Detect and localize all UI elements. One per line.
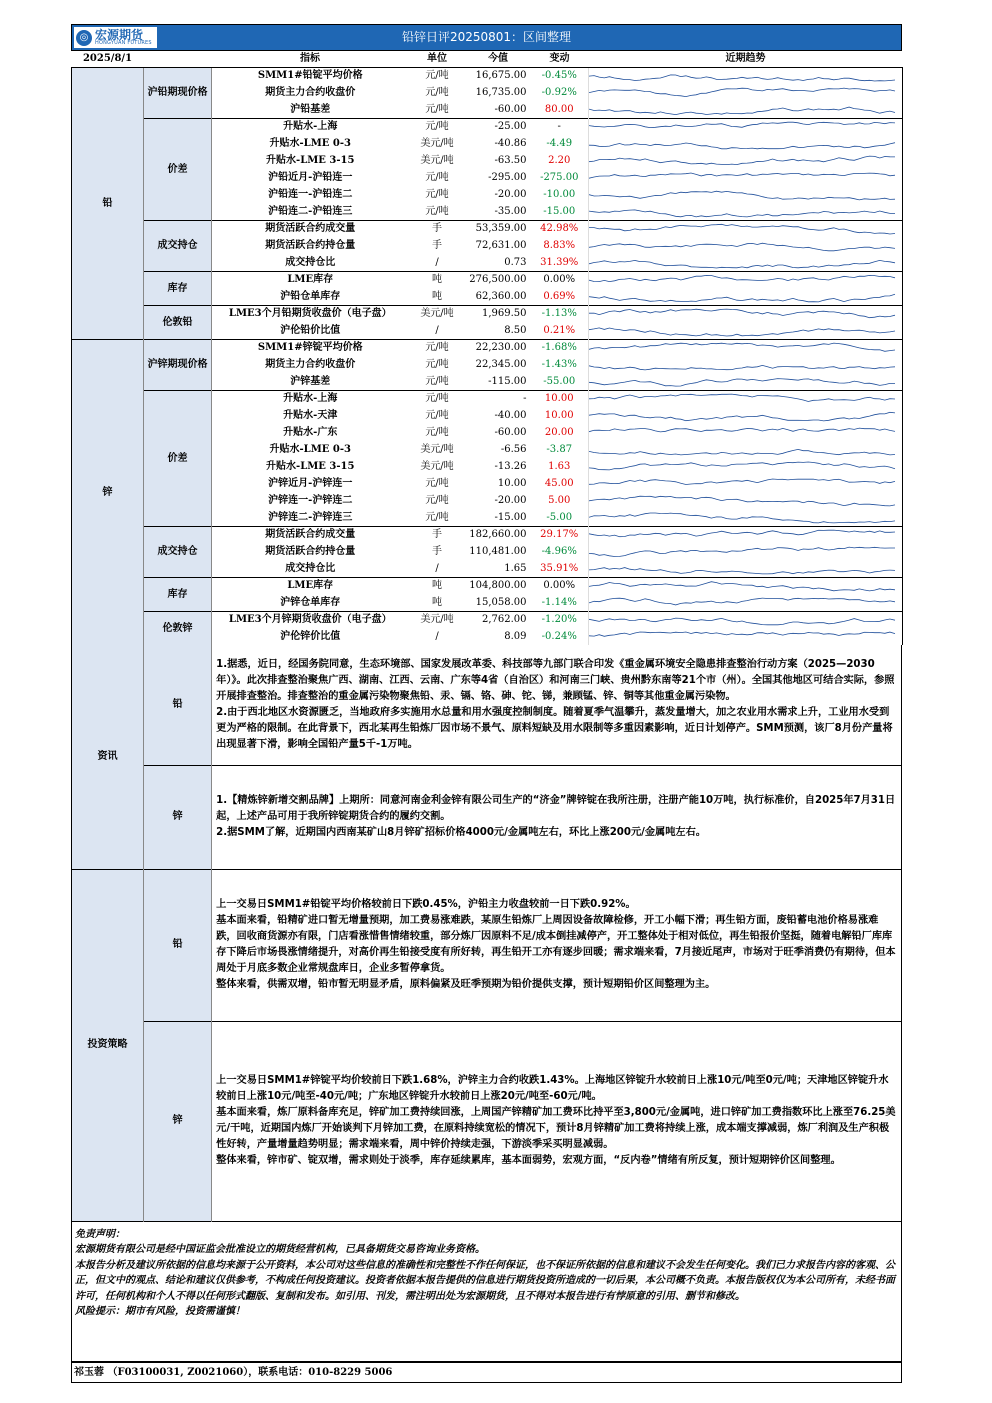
unit: 元/吨 (409, 187, 466, 204)
trend-sparkline (589, 391, 903, 408)
sparkline-line (589, 618, 895, 625)
today-value: -13.26 (466, 459, 531, 476)
sparkline-line (589, 107, 895, 115)
change-value: -4.96% (531, 544, 589, 561)
sparkline-line (589, 122, 895, 127)
unit: 元/吨 (409, 340, 466, 357)
indicator-name: LME3个月铅期货收盘价（电子盘） (212, 306, 409, 323)
sparkline-line (589, 496, 895, 506)
indicator-name: LME库存 (212, 272, 409, 289)
trend-sparkline (589, 595, 903, 612)
metric-row (72, 612, 903, 629)
trend-sparkline (589, 476, 903, 493)
change-value: 35.91% (531, 561, 589, 578)
unit: 元/吨 (409, 391, 466, 408)
indicator-name: 沪锌连一-沪锌连二 (212, 493, 409, 510)
sparkline-chart (589, 255, 901, 271)
unit: 元/吨 (409, 425, 466, 442)
trend-sparkline (589, 187, 903, 204)
sparkline-line (589, 173, 895, 178)
indicator-name: LME库存 (212, 578, 409, 595)
sparkline-chart (589, 425, 901, 441)
sparkline-chart (589, 68, 901, 84)
unit: 吨 (409, 289, 466, 306)
indicator-name: 沪铅近月-沪铅连一 (212, 170, 409, 187)
col-unit: 单位 (409, 51, 466, 68)
section-label: 铅 (72, 68, 144, 340)
trend-sparkline (589, 459, 903, 476)
sparkline-line (589, 275, 895, 281)
sparkline-line (589, 568, 895, 574)
logo-icon: ◎ (76, 30, 92, 46)
trend-sparkline (589, 527, 903, 544)
today-value: 15,058.00 (466, 595, 531, 612)
section-label: 锌 (72, 340, 144, 646)
sparkline-chart (589, 561, 901, 577)
change-value: 0.00% (531, 272, 589, 289)
trend-sparkline (589, 561, 903, 578)
unit: 美元/吨 (409, 306, 466, 323)
sparkline-line (589, 462, 895, 470)
change-value: 80.00 (531, 102, 589, 119)
sparkline-chart (589, 340, 901, 356)
sparkline-chart (589, 544, 901, 560)
sparkline-chart (589, 306, 901, 322)
indicator-name: LME3个月锌期货收盘价（电子盘） (212, 612, 409, 629)
metric-row (72, 272, 903, 289)
news-table (71, 645, 902, 1222)
trend-sparkline (589, 442, 903, 459)
risk-warning: 风险提示：期市有风险，投资需谨慎！ (75, 1306, 245, 1318)
logo-en: HONGYUAN FUTURES (95, 40, 152, 46)
metric-row (72, 340, 903, 357)
change-value: 5.00 (531, 493, 589, 510)
sparkline-line (589, 191, 895, 200)
sparkline-line (589, 294, 895, 302)
unit: / (409, 561, 466, 578)
sparkline-chart (589, 187, 901, 203)
sparkline-chart (589, 476, 901, 492)
trend-sparkline (589, 85, 903, 102)
sparkline-chart (589, 527, 901, 543)
sparkline-line (589, 394, 895, 401)
metric-row (72, 221, 903, 238)
sparkline-line (589, 598, 895, 605)
indicator-name: 沪伦锌价比值 (212, 629, 409, 646)
indicator-name: 升贴水-广东 (212, 425, 409, 442)
sparkline-chart (589, 578, 901, 594)
trend-sparkline (589, 493, 903, 510)
trend-sparkline (589, 340, 903, 357)
unit: / (409, 629, 466, 646)
news-zinc-label: 锌 (144, 765, 212, 869)
sparkline-line (589, 210, 895, 217)
change-value: -55.00 (531, 374, 589, 391)
trend-sparkline (589, 102, 903, 119)
trend-sparkline (589, 425, 903, 442)
unit: 美元/吨 (409, 459, 466, 476)
unit: 美元/吨 (409, 153, 466, 170)
trend-sparkline (589, 629, 903, 646)
unit: 元/吨 (409, 102, 466, 119)
change-value: -10.00 (531, 187, 589, 204)
sparkline-line (589, 224, 895, 234)
group-label: 伦敦锌 (144, 612, 212, 646)
today-value: 22,230.00 (466, 340, 531, 357)
unit: 美元/吨 (409, 442, 466, 459)
sparkline-line (589, 343, 895, 351)
indicator-name: 升贴水-LME 3-15 (212, 153, 409, 170)
change-value: -0.92% (531, 85, 589, 102)
sparkline-chart (589, 204, 901, 220)
unit: 美元/吨 (409, 136, 466, 153)
sparkline-line (589, 547, 895, 556)
logo-cn: 宏源期货 (95, 28, 144, 42)
unit: 元/吨 (409, 408, 466, 425)
today-value: 0.73 (466, 255, 531, 272)
unit: 元/吨 (409, 510, 466, 527)
sparkline-chart (589, 289, 901, 305)
news-lead-label: 铅 (144, 645, 212, 765)
indicator-name: 期货主力合约收盘价 (212, 357, 409, 374)
indicator-name: 期货活跃合约持仓量 (212, 238, 409, 255)
sparkline-line (589, 379, 895, 387)
indicator-name: 沪铅连一-沪铅连二 (212, 187, 409, 204)
group-label: 成交持仓 (144, 527, 212, 578)
unit: 吨 (409, 595, 466, 612)
strategy-zinc-text: 上一交易日SMM1#锌锭平均价较前日下跌1.68%，沪锌主力合约收跌1.43%。上海地区锌锭升水较前日上涨10元/吨至0元/吨；天津地区锌锭升水较前日上涨10元/吨至-40元/吨；广东地区锌锭升水较前日上涨20元/吨至-60元/吨。 基本面来看，炼厂原料备库充足，锌矿加工费持续回涨，上周国产锌精矿加工费环比持平至3,800元/金属吨，进口锌矿加工费指数环比上涨至76.25美元/干吨，近期国内炼厂开始谈判下月锌加工费，在原料持续宽松的情况下，预计8月锌精矿加工费将持续上涨，成本端支撑减弱，炼厂利润及生产积极性好转，产量增量趋势明显；需求端来看，周中锌价持续走强，下游淡季采买明显减弱。 整体来看，锌市矿、锭双增，需求则处于淡季，库存延续累库，基本面弱势，宏观方面，“反内卷”情绪有所反复，预计短期锌价区间整理。 (212, 1021, 902, 1221)
trend-sparkline (589, 357, 903, 374)
trend-sparkline (589, 612, 903, 629)
sparkline-line (589, 632, 895, 636)
sparkline-line (589, 582, 895, 591)
today-value: - (466, 391, 531, 408)
news-lead-text: 1.据悉，近日，经国务院同意，生态环境部、国家发展改革委、科技部等九部门联合印发《重金属环境安全隐患排查整治行动方案（2025—2030年）》。此次排查整治聚焦广西、湖南、江西、云南、广东等4省（自治区）和河南三门峡、贵州黔东南等21个市（州）。全国其他地区可结合实际，参照开展排查整治。排查整治的重金属污染物聚焦铅、汞、镉、铬、砷、铊、锑，兼顾锰、锌、铜等其他重金属污染物。 2.由于西北地区水资源匮乏，当地政府多实施用水总量和用水强度控制制度。随着夏季气温攀升，蒸发量增大，加之农业用水需求上升，工业用水受到更为严格的限制。在此背景下，西北某再生铅炼厂因市场不景气、原料短缺及用水限制等多重因素影响，近日计划停产。SMM预测，该厂8月份产量将出现显著下滑，影响全国铅产量5千-1万吨。 (216, 658, 895, 750)
indicator-name: 成交持仓比 (212, 561, 409, 578)
today-value: 104,800.00 (466, 578, 531, 595)
today-value: 72,631.00 (466, 238, 531, 255)
change-value: 0.00% (531, 578, 589, 595)
unit: 元/吨 (409, 476, 466, 493)
column-header-row (72, 51, 903, 68)
change-value: -5.00 (531, 510, 589, 527)
report-title: 铅锌日评20250801：区间整理 (401, 30, 572, 44)
sparkline-line (589, 365, 895, 370)
strategy-zinc-label: 锌 (144, 1021, 212, 1221)
unit: 吨 (409, 578, 466, 595)
col-change: 变动 (531, 51, 589, 68)
today-value: 22,345.00 (466, 357, 531, 374)
today-value: -63.50 (466, 153, 531, 170)
unit: 元/吨 (409, 374, 466, 391)
today-value: -60.00 (466, 425, 531, 442)
today-value: -15.00 (466, 510, 531, 527)
indicator-name: SMM1#铅锭平均价格 (212, 68, 409, 85)
sparkline-line (589, 428, 895, 432)
metric-row (72, 119, 903, 136)
change-value: 10.00 (531, 391, 589, 408)
unit: / (409, 323, 466, 340)
today-value: 2,762.00 (466, 612, 531, 629)
trend-sparkline (589, 374, 903, 391)
unit: 吨 (409, 272, 466, 289)
data-table (71, 51, 903, 645)
trend-sparkline (589, 289, 903, 306)
unit: 手 (409, 238, 466, 255)
col-today: 今值 (466, 51, 531, 68)
sparkline-chart (589, 629, 901, 645)
report-header (71, 24, 902, 51)
sparkline-chart (589, 408, 901, 424)
indicator-name: SMM1#锌锭平均价格 (212, 340, 409, 357)
sparkline-line (589, 243, 895, 251)
change-value: 45.00 (531, 476, 589, 493)
sparkline-chart (589, 391, 901, 407)
unit: 元/吨 (409, 85, 466, 102)
sparkline-chart (589, 153, 901, 169)
group-label: 成交持仓 (144, 221, 212, 272)
disclaimer-title: 免责声明： (75, 1228, 125, 1240)
sparkline-line (589, 156, 895, 165)
group-label: 沪锌期现价格 (144, 340, 212, 391)
col-trend: 近期趋势 (589, 51, 903, 68)
trend-sparkline (589, 272, 903, 289)
change-value: -1.68% (531, 340, 589, 357)
sparkline-chart (589, 136, 901, 152)
sparkline-chart (589, 272, 901, 288)
sparkline-chart (589, 442, 901, 458)
change-value: 29.17% (531, 527, 589, 544)
report-date: 2025/8/1 (72, 51, 144, 68)
sparkline-chart (589, 595, 901, 611)
group-label: 沪铅期现价格 (144, 68, 212, 119)
metric-row (72, 306, 903, 323)
unit: 元/吨 (409, 170, 466, 187)
trend-sparkline (589, 255, 903, 272)
indicator-name: 升贴水-LME 0-3 (212, 442, 409, 459)
disclaimer (71, 1222, 902, 1362)
sparkline-chart (589, 170, 901, 186)
today-value: -25.00 (466, 119, 531, 136)
indicator-name: 期货主力合约收盘价 (212, 85, 409, 102)
indicator-name: 升贴水-上海 (212, 391, 409, 408)
today-value: -20.00 (466, 187, 531, 204)
sparkline-chart (589, 238, 901, 254)
today-value: 62,360.00 (466, 289, 531, 306)
today-value: 276,500.00 (466, 272, 531, 289)
trend-sparkline (589, 136, 903, 153)
today-value: 1,969.50 (466, 306, 531, 323)
col-indicator: 指标 (212, 51, 409, 68)
change-value: -275.00 (531, 170, 589, 187)
trend-sparkline (589, 578, 903, 595)
unit: 元/吨 (409, 357, 466, 374)
sparkline-chart (589, 357, 901, 373)
today-value: 16,675.00 (466, 68, 531, 85)
trend-sparkline (589, 238, 903, 255)
change-value: 0.69% (531, 289, 589, 306)
change-value: 20.00 (531, 425, 589, 442)
sparkline-line (589, 328, 895, 336)
news-zinc-text: 1.【精炼锌新增交割品牌】上期所：同意河南金利金锌有限公司生产的“济金”牌锌锭在我所注册，注册产能10万吨，执行标准价，自2025年7月31日起，上述产品可用于我所锌锭期货合约的履约交割。 2.据SMM了解，近期国内西南某矿山8月锌矿招标价格4000元/金属吨左右，环比上涨200元/金属吨左右。 (212, 765, 902, 869)
change-value: 42.98% (531, 221, 589, 238)
group-label: 价差 (144, 391, 212, 527)
indicator-name: 沪锌基差 (212, 374, 409, 391)
sparkline-line (589, 88, 895, 97)
strategy-lead-label: 铅 (144, 869, 212, 1021)
indicator-name: 沪锌近月-沪锌连一 (212, 476, 409, 493)
group-label: 价差 (144, 119, 212, 221)
metric-row (72, 68, 903, 85)
today-value: -40.86 (466, 136, 531, 153)
trend-sparkline (589, 68, 903, 85)
indicator-name: 期货活跃合约成交量 (212, 221, 409, 238)
sparkline-line (589, 449, 895, 455)
today-value: -40.00 (466, 408, 531, 425)
indicator-name: 沪铅仓单库存 (212, 289, 409, 306)
change-value: - (531, 119, 589, 136)
group-label: 库存 (144, 272, 212, 306)
unit: 元/吨 (409, 204, 466, 221)
group-label: 库存 (144, 578, 212, 612)
today-value: -115.00 (466, 374, 531, 391)
unit: 元/吨 (409, 68, 466, 85)
unit: / (409, 255, 466, 272)
news-label: 资讯 (72, 645, 144, 869)
change-value: 2.20 (531, 153, 589, 170)
today-value: 16,735.00 (466, 85, 531, 102)
trend-sparkline (589, 204, 903, 221)
today-value: -6.56 (466, 442, 531, 459)
change-value: 10.00 (531, 408, 589, 425)
today-value: -35.00 (466, 204, 531, 221)
indicator-name: 沪锌仓单库存 (212, 595, 409, 612)
unit: 美元/吨 (409, 612, 466, 629)
today-value: -20.00 (466, 493, 531, 510)
change-value: 0.21% (531, 323, 589, 340)
sparkline-chart (589, 510, 901, 526)
change-value: -3.87 (531, 442, 589, 459)
sparkline-chart (589, 221, 901, 237)
sparkline-line (589, 530, 895, 537)
trend-sparkline (589, 306, 903, 323)
unit: 手 (409, 221, 466, 238)
change-value: -0.45% (531, 68, 589, 85)
today-value: 182,660.00 (466, 527, 531, 544)
indicator-name: 升贴水-上海 (212, 119, 409, 136)
unit: 元/吨 (409, 119, 466, 136)
analyst-contact: 祁玉蓉 （F03100031, Z0021060），联系电话：010-8229 5006 (71, 1362, 902, 1383)
change-value: -1.14% (531, 595, 589, 612)
sparkline-line (589, 309, 895, 318)
today-value: -295.00 (466, 170, 531, 187)
indicator-name: 升贴水-天津 (212, 408, 409, 425)
today-value: 8.50 (466, 323, 531, 340)
trend-sparkline (589, 408, 903, 425)
disclaimer-line: 宏源期货有限公司是经中国证监会批准设立的期货经营机构，已具备期货交易咨询业务资格。 (75, 1244, 485, 1256)
change-value: -4.49 (531, 136, 589, 153)
sparkline-chart (589, 374, 901, 390)
trend-sparkline (589, 119, 903, 136)
unit: 元/吨 (409, 493, 466, 510)
trend-sparkline (589, 170, 903, 187)
change-value: 31.39% (531, 255, 589, 272)
trend-sparkline (589, 153, 903, 170)
change-value: 1.63 (531, 459, 589, 476)
sparkline-line (589, 260, 895, 268)
change-value: -1.13% (531, 306, 589, 323)
sparkline-chart (589, 612, 901, 628)
sparkline-chart (589, 102, 901, 118)
indicator-name: 升贴水-LME 0-3 (212, 136, 409, 153)
trend-sparkline (589, 323, 903, 340)
metric-row (72, 527, 903, 544)
change-value: -1.20% (531, 612, 589, 629)
strategy-label: 投资策略 (72, 869, 144, 1221)
sparkline-chart (589, 459, 901, 475)
sparkline-line (589, 412, 895, 421)
group-label: 伦敦铅 (144, 306, 212, 340)
today-value: 10.00 (466, 476, 531, 493)
metric-row (72, 391, 903, 408)
strategy-lead-text: 上一交易日SMM1#铅锭平均价格较前日下跌0.45%，沪铅主力收盘较前一日下跌0.92%。 基本面来看，铅精矿进口暂无增量预期，加工费易涨难跌，某原生铅炼厂上周因设备故障检修，开工小幅下滑；再生铅方面，废铅蓄电池价格易涨难跌，回收商货源亦有限，门店看涨惜售情绪较重，部分炼厂因原料不足/成本倒挂减停产，开工整体处于相对低位，再生铅报价坚挺，随着电解铅厂库库存下降后市场畏涨情绪提升，对高价再生铅接受度有所好转，再生铅开工亦有逐步回暖；需求端来看，7月接近尾声，市场对于旺季消费仍有期待，但本周处于月底多数企业常规盘库日，企业多暂停拿货。 整体来看，供需双增，铅市暂无明显矛盾，原料偏紧及旺季预期为铅价提供支撑，预计短期铅价区间整理为主。 (212, 869, 902, 1021)
sparkline-chart (589, 323, 901, 339)
change-value: -15.00 (531, 204, 589, 221)
sparkline-line (589, 75, 895, 81)
sparkline-chart (589, 493, 901, 509)
unit: 手 (409, 527, 466, 544)
disclaimer-line: 本报告分析及建议所依据的信息均来源于公开资料，本公司对这些信息的准确性和完整性不作任何保证，也不保证所依据的信息和建议不会发生任何变化。我们已力求报告内容的客观、公正，但文中的观点、结论和建议仅供参考，不构成任何投资建议。投资者依据本报告提供的信息进行期货投资所造成的一切后果，本公司概不负责。本报告版权仅为本公司所有，未经书面许可，任何机构和个人不得以任何形式翻版、复制和发布。如引用、刊发，需注明出处为宏源期货，且不得对本报告进行有悖原意的引用、删节和修改。 (75, 1259, 895, 1302)
trend-sparkline (589, 544, 903, 561)
change-value: -0.24% (531, 629, 589, 646)
indicator-name: 沪铅连二-沪铅连三 (212, 204, 409, 221)
sparkline-chart (589, 85, 901, 101)
indicator-name: 沪伦铅价比值 (212, 323, 409, 340)
indicator-name: 期货活跃合约成交量 (212, 527, 409, 544)
indicator-name: 沪铅基差 (212, 102, 409, 119)
sparkline-chart (589, 119, 901, 135)
indicator-name: 沪锌连二-沪锌连三 (212, 510, 409, 527)
sparkline-line (589, 513, 895, 523)
today-value: 1.65 (466, 561, 531, 578)
today-value: 110,481.00 (466, 544, 531, 561)
sparkline-line (589, 479, 895, 485)
report-page (71, 24, 902, 1383)
sparkline-line (589, 143, 895, 149)
today-value: 53,359.00 (466, 221, 531, 238)
indicator-name: 成交持仓比 (212, 255, 409, 272)
change-value: -1.43% (531, 357, 589, 374)
metric-row (72, 578, 903, 595)
trend-sparkline (589, 221, 903, 238)
today-value: -60.00 (466, 102, 531, 119)
indicator-name: 期货活跃合约持仓量 (212, 544, 409, 561)
trend-sparkline (589, 510, 903, 527)
unit: 手 (409, 544, 466, 561)
indicator-name: 升贴水-LME 3-15 (212, 459, 409, 476)
today-value: 8.09 (466, 629, 531, 646)
change-value: 8.83% (531, 238, 589, 255)
